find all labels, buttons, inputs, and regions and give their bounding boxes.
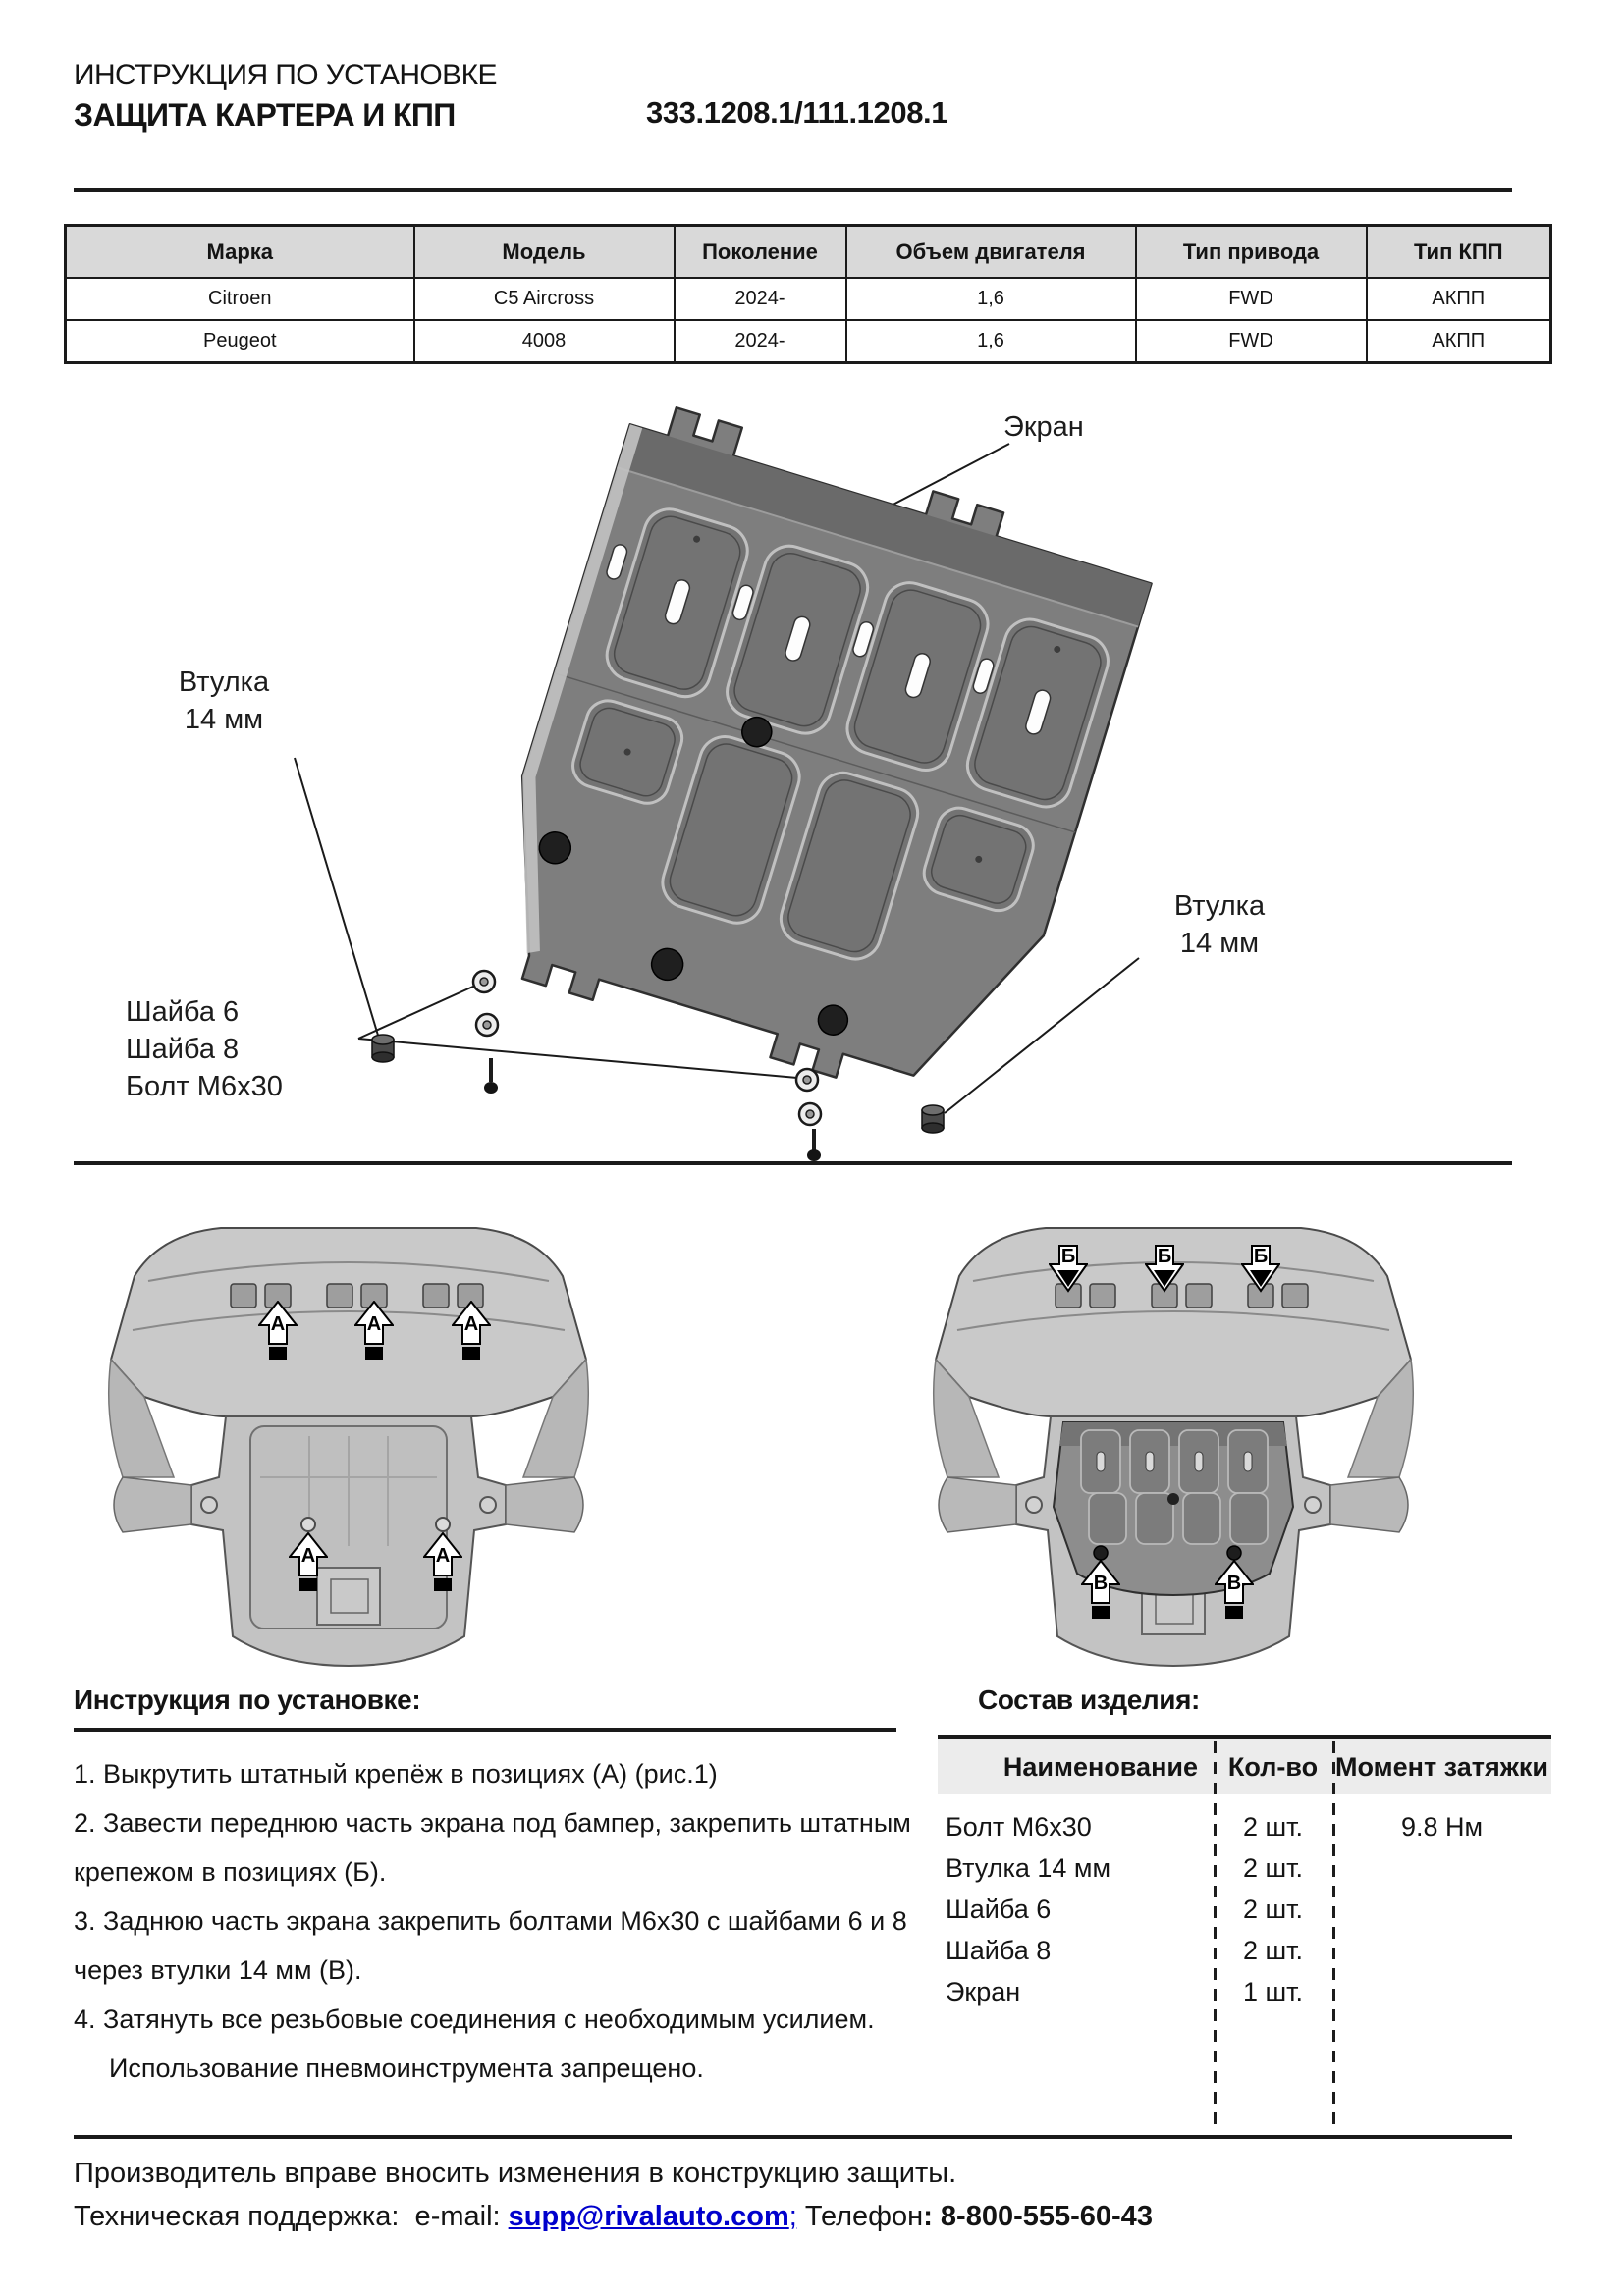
label-fasteners — [126, 993, 283, 1105]
bushing-14mm-right-glyph — [922, 1105, 944, 1133]
svg-text:А: А — [435, 1545, 451, 1567]
marker-A-5 — [423, 1532, 462, 1593]
instructions-heading: Инструкция по установке: — [74, 1684, 421, 1715]
label-bolt: Болт М6х30 — [126, 1071, 283, 1102]
col-header-drive: Тип привода — [1136, 226, 1367, 279]
header-divider — [74, 188, 1512, 192]
table-row — [66, 278, 1551, 320]
parts-table — [938, 1735, 1551, 2012]
parts-col-name: Наименование — [1002, 1751, 1198, 1782]
section-divider — [74, 1161, 1512, 1165]
label-bushing-left — [145, 664, 302, 738]
table-row — [66, 320, 1551, 363]
marker-B-2 — [1145, 1245, 1184, 1306]
part-name: Втулка 14 мм — [946, 1852, 1111, 1883]
marker-V-2 — [1215, 1560, 1254, 1621]
part-name: Болт М6х30 — [946, 1811, 1092, 1842]
cell: FWD — [1136, 278, 1367, 320]
footer-support-line — [74, 2201, 1153, 2233]
step-3: 3. Заднюю часть экрана закрепить болтами М6х30 с шайбами 6 и 8 через втулки 14 мм (В). — [74, 1906, 907, 1985]
doc-title-line2: ЗАЩИТА КАРТЕРА И КПП — [74, 97, 456, 133]
parts-col-qty: Кол-во — [1227, 1751, 1319, 1782]
col-header-engine: Объем двигателя — [846, 226, 1136, 279]
cell: 2024- — [675, 320, 846, 363]
washer-bolt-stack-center — [796, 1069, 821, 1161]
marker-A-1 — [258, 1301, 298, 1362]
installation-steps — [74, 1749, 930, 2093]
cell: 1,6 — [846, 320, 1136, 363]
marker-A-3 — [452, 1301, 491, 1362]
cell: Peugeot — [66, 320, 414, 363]
svg-text:В: В — [1226, 1573, 1242, 1594]
part-name: Экран — [946, 1976, 1021, 2006]
marker-B-3 — [1241, 1245, 1280, 1306]
cell: АКПП — [1367, 320, 1551, 363]
label-washer6: Шайба 6 — [126, 996, 240, 1028]
label-washer8: Шайба 8 — [126, 1034, 240, 1065]
marker-V-1 — [1081, 1560, 1120, 1621]
cell: 4008 — [414, 320, 675, 363]
svg-text:Б: Б — [1157, 1246, 1172, 1267]
label-text: 14 мм — [1179, 928, 1260, 959]
car-underbody-drawing — [83, 1183, 614, 1674]
label-text: Втулка — [178, 667, 270, 698]
label-bushing-right — [1141, 887, 1298, 962]
part-qty: 2 шт. — [1242, 1811, 1304, 1842]
step-4: 4. Затянуть все резьбовые соединения с необходимым усилием. Использование пневмоинструмента запрещено. — [74, 2004, 875, 2083]
parts-col-torque: Момент затяжки — [1335, 1751, 1548, 1782]
label-text: 14 мм — [184, 704, 264, 735]
support-email-link[interactable]: supp@rivalauto.com — [508, 2201, 789, 2232]
part-qty: 2 шт. — [1242, 1894, 1304, 1924]
svg-text:А: А — [366, 1313, 382, 1335]
phone-label: Телефон — [796, 2201, 924, 2232]
step-1: 1. Выкрутить штатный крепёж в позициях (А) (рис.1) — [74, 1759, 718, 1789]
phone-number: : 8-800-555-60-43 — [923, 2201, 1153, 2232]
bushing-14mm-left-glyph — [372, 1035, 394, 1062]
footer-divider — [74, 2135, 1512, 2139]
label-text: Втулка — [1173, 890, 1266, 922]
marker-B-1 — [1049, 1245, 1088, 1306]
parts-row — [938, 1971, 1551, 2012]
support-label: Техническая поддержка: e-mail: — [74, 2201, 509, 2232]
parts-row — [938, 1889, 1551, 1930]
parts-row — [938, 1847, 1551, 1889]
parts-table-header — [938, 1739, 1551, 1794]
washer-bolt-stack-left — [473, 971, 498, 1094]
cell: АКПП — [1367, 278, 1551, 320]
skid-plate — [465, 397, 1161, 1124]
part-qty: 2 шт. — [1242, 1935, 1304, 1965]
marker-A-4 — [289, 1532, 328, 1593]
svg-text:А: А — [270, 1313, 286, 1335]
instructions-heading-rule — [74, 1728, 896, 1732]
cell: 1,6 — [846, 278, 1136, 320]
part-qty: 1 шт. — [1242, 1976, 1304, 2006]
parts-row — [938, 1930, 1551, 1971]
cell: 2024- — [675, 278, 846, 320]
svg-text:А: А — [463, 1313, 479, 1335]
col-header-brand: Марка — [66, 226, 414, 279]
cell: Citroen — [66, 278, 414, 320]
svg-text:Б: Б — [1253, 1246, 1269, 1267]
svg-text:А: А — [300, 1545, 316, 1567]
doc-title-line1: ИНСТРУКЦИЯ ПО УСТАНОВКЕ — [74, 59, 497, 91]
col-header-gearbox: Тип КПП — [1367, 226, 1551, 279]
svg-text:Б: Б — [1060, 1246, 1076, 1267]
label-screen: Экран — [1003, 411, 1084, 443]
part-qty: 2 шт. — [1242, 1852, 1304, 1883]
marker-A-2 — [354, 1301, 394, 1362]
parts-row — [938, 1806, 1551, 1847]
vehicle-table-header-row — [66, 226, 1551, 279]
step-2: 2. Завести переднюю часть экрана под бампер, закрепить штатным крепежом в позициях (Б). — [74, 1808, 911, 1887]
cell: FWD — [1136, 320, 1367, 363]
footer-disclaimer: Производитель вправе вносить изменения в конструкцию защиты. — [74, 2158, 957, 2189]
diagram-stock-underbody — [83, 1183, 614, 1674]
vehicle-table — [64, 224, 1552, 364]
parts-table-separator-1 — [1214, 1741, 1217, 2132]
cell: C5 Aircross — [414, 278, 675, 320]
col-header-model: Модель — [414, 226, 675, 279]
parts-table-separator-2 — [1332, 1741, 1335, 2132]
part-name: Шайба 8 — [946, 1935, 1052, 1965]
parts-heading: Состав изделия: — [978, 1684, 1200, 1715]
diagram-installed-underbody — [908, 1183, 1438, 1674]
svg-text:В: В — [1093, 1573, 1109, 1594]
part-torque: 9.8 Нм — [1400, 1811, 1484, 1842]
main-figure — [0, 393, 1624, 1161]
part-number: 333.1208.1/111.1208.1 — [646, 95, 948, 130]
col-header-generation: Поколение — [675, 226, 846, 279]
email-suffix: ; — [788, 2201, 797, 2232]
part-name: Шайба 6 — [946, 1894, 1052, 1924]
